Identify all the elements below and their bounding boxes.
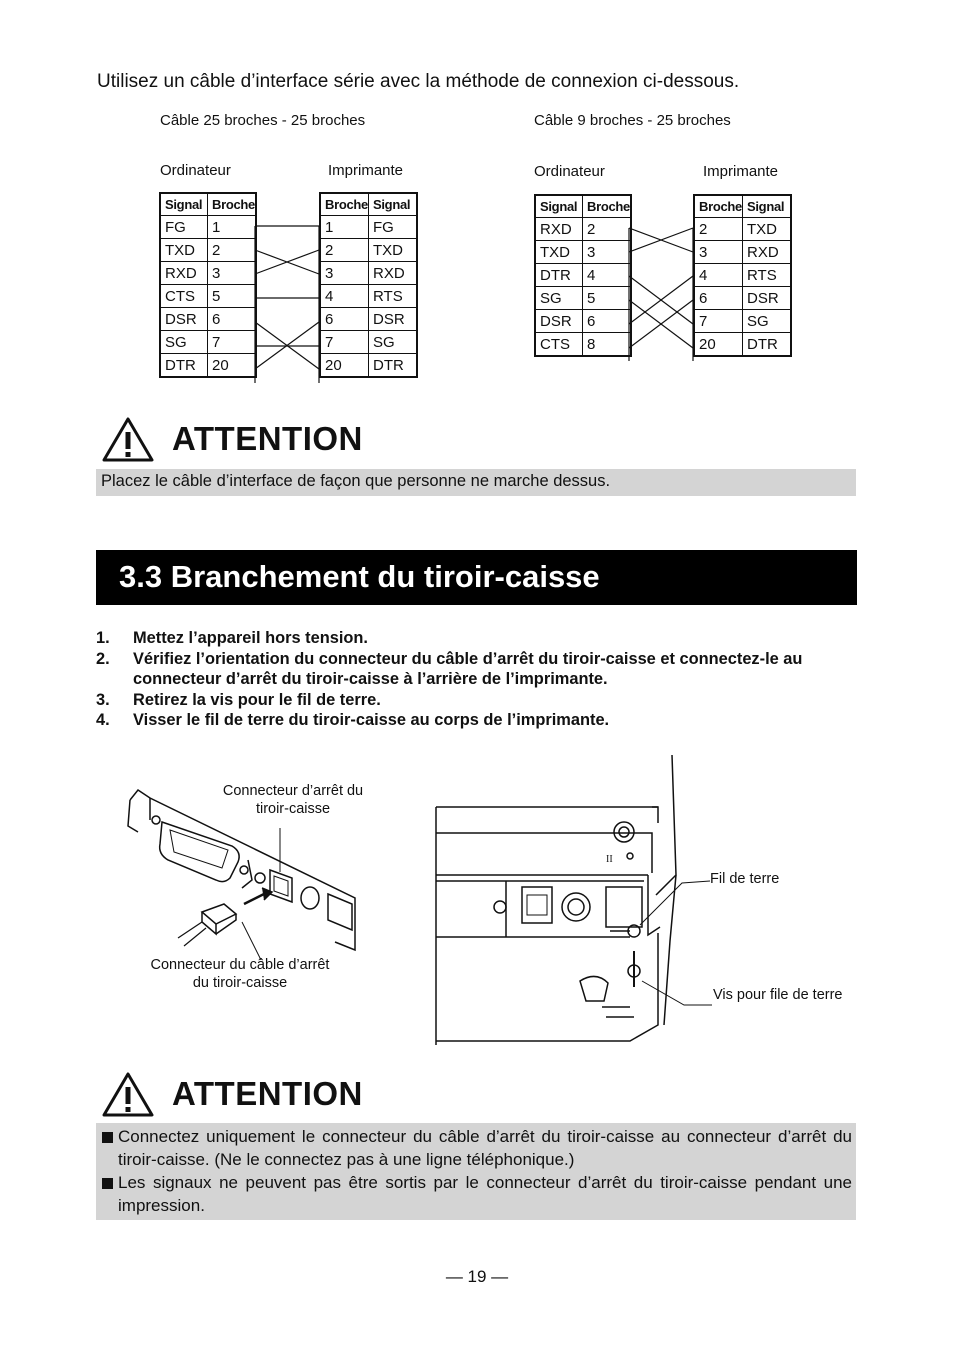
step-text: Visser le fil de terre du tiroir-caisse au corps de l’imprimante. [133, 711, 610, 729]
attention-box [96, 469, 856, 496]
cable9-wiring [0, 0, 954, 420]
signal-cell: DTR [535, 264, 583, 287]
bullet-text: Connectez uniquement le connecteur du câble d’arrêt du tiroir-caisse au connecteur d’arrêt du tiroir-caisse. (Ne le connectez pas à une ligne téléphonique.) [118, 1127, 852, 1169]
signal-cell: FG [160, 216, 208, 239]
signal-cell: CTS [160, 285, 208, 308]
pin-cell: 4 [320, 285, 369, 308]
step-number: 1. [96, 629, 110, 647]
list-item [96, 1125, 852, 1171]
pin-cell: 7 [320, 331, 369, 354]
step-text: Retirez la vis pour le fil de terre. [133, 690, 381, 709]
pin-cell: 20 [694, 333, 743, 357]
step-number: 2. [96, 649, 110, 668]
pin-cell: 7 [208, 331, 257, 354]
signal-cell: RXD [743, 241, 792, 264]
pin-cell: 2 [320, 239, 369, 262]
header-broche: Broche [583, 195, 632, 218]
header-broche: Broche [320, 193, 369, 216]
pin-cell: 3 [320, 262, 369, 285]
list-item [96, 710, 858, 731]
pin-cell: 1 [208, 216, 257, 239]
pin-cell: 3 [694, 241, 743, 264]
cable25-computer-label: Ordinateur [160, 162, 231, 179]
steps-list [96, 628, 858, 731]
signal-cell: DTR [743, 333, 792, 357]
attention-box [96, 1123, 856, 1220]
signal-cell: SG [369, 331, 418, 354]
intro-text: Utilisez un câble d’interface série avec la méthode de connexion ci-dessous. [97, 71, 740, 92]
pin-cell: 8 [583, 333, 632, 357]
cable9-computer-label: Ordinateur [534, 163, 605, 180]
signal-cell: DSR [743, 287, 792, 310]
list-item [96, 1171, 852, 1217]
signal-cell: TXD [160, 239, 208, 262]
cable-connector-label: Connecteur du câble d’arrêt du tiroir-caisse [150, 957, 330, 991]
warning-triangle-icon [102, 1071, 154, 1117]
section-title: 3.3 Branchement du tiroir-caisse [96, 550, 857, 605]
printer-rear-illustration [430, 755, 720, 1050]
signal-cell: RTS [743, 264, 792, 287]
step-number: 4. [96, 711, 110, 729]
signal-cell: DSR [160, 308, 208, 331]
cable9-printer-label: Imprimante [703, 163, 779, 180]
header-signal: Signal [743, 195, 792, 218]
signal-cell: RXD [535, 218, 583, 241]
pin-cell: 6 [320, 308, 369, 331]
header-broche: Broche [694, 195, 743, 218]
pin-cell: 20 [320, 354, 369, 378]
pin-cell: 1 [320, 216, 369, 239]
signal-cell: DSR [369, 308, 418, 331]
signal-cell: SG [160, 331, 208, 354]
ground-screw-label: Vis pour file de terre [713, 987, 843, 1003]
header-broche: Broche [208, 193, 257, 216]
warning-triangle-icon [102, 416, 154, 462]
bullet-text: Les signaux ne peuvent pas être sortis par le connecteur d’arrêt du tiroir-caisse pendant une impression. [118, 1173, 852, 1215]
list-item [96, 649, 858, 690]
pin-cell: 6 [694, 287, 743, 310]
pin-cell: 20 [208, 354, 257, 378]
attention-text: Placez le câble d’interface de façon que personne ne marche dessus. [101, 472, 611, 490]
signal-cell: SG [743, 310, 792, 333]
step-number: 3. [96, 690, 110, 709]
signal-cell: DTR [369, 354, 418, 378]
ground-wire-label: Fil de terre [710, 871, 780, 887]
signal-cell: TXD [743, 218, 792, 241]
signal-cell: RTS [369, 285, 418, 308]
pin-cell: 4 [583, 264, 632, 287]
pin-cell: 2 [208, 239, 257, 262]
pin-cell: 5 [208, 285, 257, 308]
pin-cell: 3 [583, 241, 632, 264]
list-item [96, 628, 858, 649]
pin-cell: 5 [583, 287, 632, 310]
cable9-title: Câble 9 broches - 25 broches [534, 112, 731, 129]
signal-cell: TXD [369, 239, 418, 262]
svg-text:II: II [606, 854, 613, 865]
bullet-square-icon [102, 1178, 113, 1189]
pin-cell: 7 [694, 310, 743, 333]
page-number: — 19 — [445, 1267, 509, 1286]
pin-cell: 4 [694, 264, 743, 287]
signal-cell: SG [535, 287, 583, 310]
pin-cell: 3 [208, 262, 257, 285]
attention-title: ATTENTION [172, 420, 363, 457]
pin-cell: 6 [583, 310, 632, 333]
list-item [96, 690, 858, 711]
signal-cell: RXD [369, 262, 418, 285]
cable25-title: Câble 25 broches - 25 broches [160, 112, 366, 129]
header-signal: Signal [535, 195, 583, 218]
drawer-connector-label: Connecteur d’arrêt du tiroir-caisse [222, 783, 364, 817]
pin-cell: 2 [583, 218, 632, 241]
pin-cell: 2 [694, 218, 743, 241]
step-text: Vérifiez l’orientation du connecteur du câble d’arrêt du tiroir-caisse et connectez-le au connecteur d’arrêt du tiroir-caisse à l’arrière de l’imprimante. [133, 649, 803, 688]
bullet-square-icon [102, 1132, 113, 1143]
attention-title: ATTENTION [172, 1075, 363, 1112]
header-signal: Signal [160, 193, 208, 216]
signal-cell: CTS [535, 333, 583, 357]
header-signal: Signal [369, 193, 418, 216]
signal-cell: RXD [160, 262, 208, 285]
step-text: Mettez l’appareil hors tension. [133, 629, 368, 647]
signal-cell: DSR [535, 310, 583, 333]
signal-cell: DTR [160, 354, 208, 378]
signal-cell: FG [369, 216, 418, 239]
cable25-printer-label: Imprimante [328, 162, 404, 179]
signal-cell: TXD [535, 241, 583, 264]
pin-cell: 6 [208, 308, 257, 331]
